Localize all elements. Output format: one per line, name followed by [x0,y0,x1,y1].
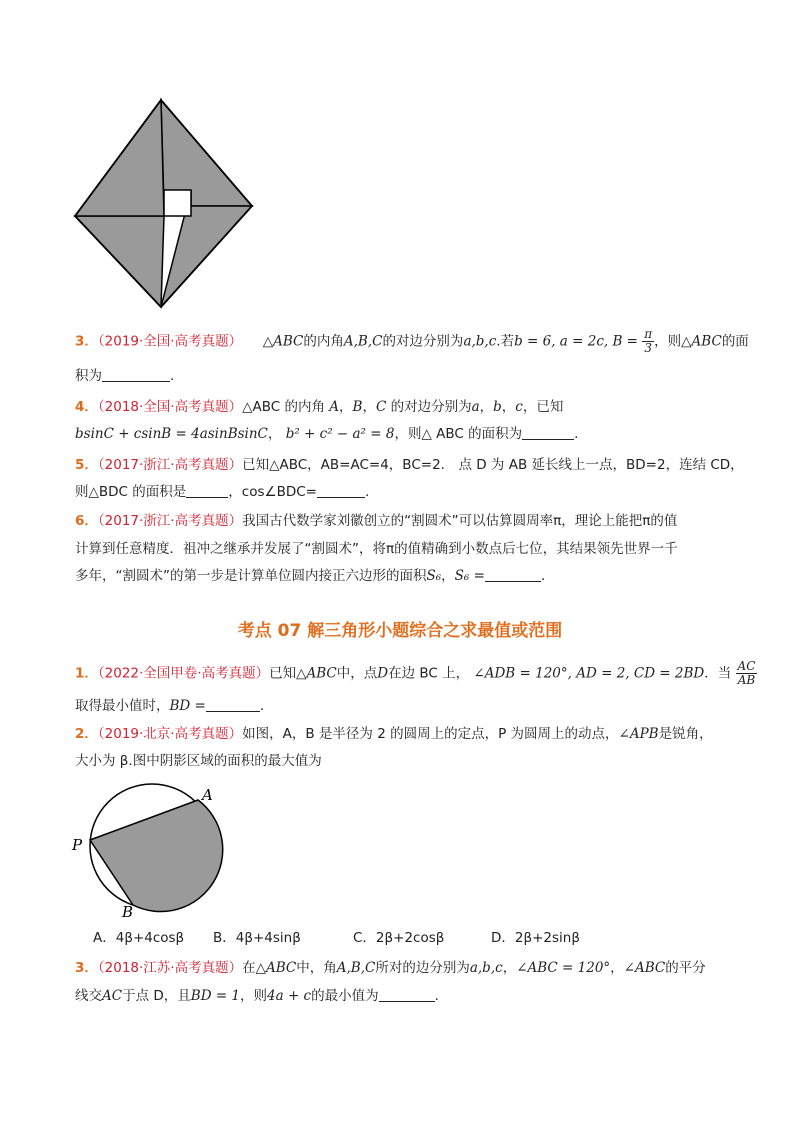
question-3b: 3．（2018·江苏·高考真题）在△ABC中，角A,B,C所对的边分别为a,b,c，∠ABC = 120°，∠ABC的平分 [75,960,706,976]
answer-blank[interactable] [522,425,574,440]
square-triangles-figure [70,95,260,310]
question-4a-line2: bsinC + csinB = 4asinBsinC， b² + c² − a² = 8，则△ ABC 的面积为 . [75,426,579,442]
question-2b-line2: 大小为 β.图中阴影区域的面积的最大值为 [75,753,322,769]
circle-figure [70,780,230,920]
question-3a: 3．（2019·全国·高考真题） △ABC的内角A,B,C的对边分别为a,b,c.若b = 6, a = 2c, B = $\frac{\pi}{3}$ ，则△ABC的面 [75,327,749,355]
question-1b: 1．（2022·全国甲卷·高考真题）已知△ABC中，点D在边 BC 上， ∠ADB = 120°, AD = 2, CD = 2BD．当 $\frac{AC}{AB}$ [75,659,756,687]
answer-blank[interactable] [186,483,228,498]
label-A: A [202,786,213,804]
question-2b: 2．（2019·北京·高考真题）如图，A，B 是半径为 2 的圆周上的定点，P 为圆周上的动点，∠APB是锐角， [75,726,713,742]
label-P: P [72,836,83,854]
answer-blank[interactable] [102,367,170,382]
question-3b-line2: 线交AC于点 D，且BD = 1，则4a + c的最小值为 . [75,988,439,1004]
choice-a[interactable]: A．4β+4cosβ [93,930,185,946]
question-3a-line2: 积为 . [75,368,175,384]
answer-blank[interactable] [317,483,365,498]
choice-c[interactable]: C．2β+2cosβ [353,930,445,946]
answer-blank[interactable] [485,567,541,582]
choice-b[interactable]: B．4β+4sinβ [213,930,301,946]
choice-d[interactable]: D．2β+2sinβ [491,930,580,946]
fraction-ac-ab: $\frac{AC}{AB}$ [737,659,756,687]
question-4a: 4．（2018·全国·高考真题）△ABC 的内角 A，B，C 的对边分别为a，b，c，已知 [75,399,564,415]
answer-blank[interactable] [206,697,260,712]
question-6a: 6．（2017·浙江·高考真题）我国古代数学家刘徽创立的“割圆术”可以估算圆周率π，理论上能把π的值 [75,513,678,529]
question-5a: 5．（2017·浙江·高考真题）已知△ABC，AB=AC=4，BC=2． 点 D 为 AB 延长线上一点，BD=2，连结 CD， [75,457,744,473]
question-6a-line2: 计算到任意精度．祖冲之继承并发展了“割圆术”，将π的值精确到小数点后七位，其结果领先世界一千 [75,541,678,557]
center-square [164,190,191,216]
section-title: 考点 07 解三角形小题综合之求最值或范围 [237,621,563,641]
label-B: B [122,903,134,920]
question-6a-line3: 多年，“割圆术”的第一步是计算单位圆内接正六边形的面积S₆，S₆ = . [75,568,546,584]
answer-blank[interactable] [379,987,435,1002]
fraction-pi-3: $\frac{\pi}{3}$ [644,327,653,355]
question-1b-line2: 取得最小值时，BD = . [75,698,265,714]
question-5a-line2: 则△BDC 的面积是 ，cos∠BDC= . [75,484,370,500]
